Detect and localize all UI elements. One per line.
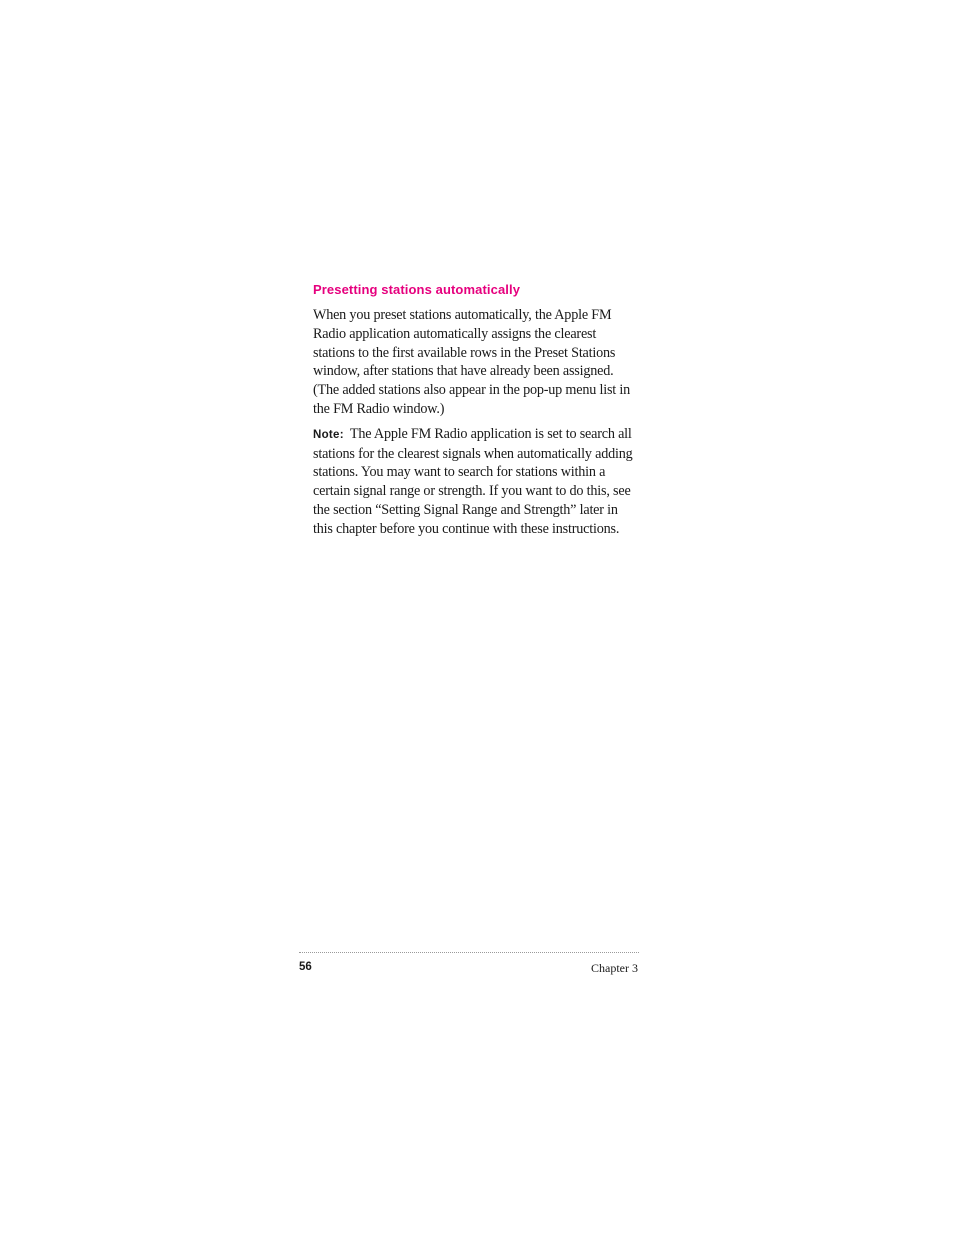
- main-content: [313, 281, 639, 545]
- note-text: The Apple FM Radio application is set to search all stations for the clearest signals when automatically adding stations. You may want to search for stations within a certain signal range or strength. If you want to do this, see the section “Setting Signal Range and Strength” later in this chapter before you continue with these instructions.: [313, 425, 633, 537]
- footer-divider: [299, 952, 639, 953]
- note-label: Note:: [313, 428, 344, 441]
- note-paragraph: [313, 425, 639, 539]
- body-paragraph: When you preset stations automatically, the Apple FM Radio application automatically assigns the clearest stations to the first available rows in the Preset Stations window, after stations that have already been assigned. (The added stations also appear in the pop-up menu list in the FM Radio window.): [313, 307, 630, 417]
- page-number: 56: [299, 961, 312, 973]
- chapter-label: Chapter 3: [591, 961, 638, 975]
- section-heading: Presetting stations automatically: [313, 282, 521, 297]
